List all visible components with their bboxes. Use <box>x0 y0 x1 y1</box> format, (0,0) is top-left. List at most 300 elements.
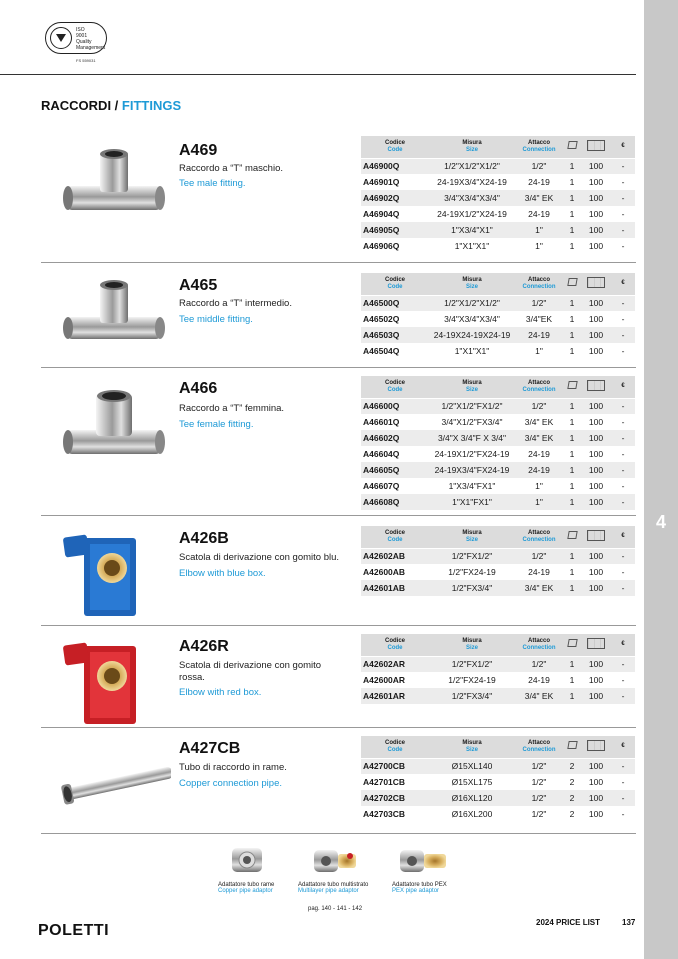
cell-box-qty: 100 <box>588 314 604 324</box>
cell-price: - <box>621 209 625 219</box>
cell-connection: 24-19 <box>528 675 550 685</box>
cell-pack-qty: 1 <box>563 494 581 510</box>
header-code <box>361 136 429 158</box>
table-row <box>361 295 635 311</box>
cell-connection: 3/4" EK <box>524 417 554 427</box>
cell-code: A46605Q <box>361 462 429 478</box>
product-block-a465 <box>41 263 636 368</box>
cell-code: A46503Q <box>361 327 429 343</box>
cell-size: 24-19X1/2"FX24-19 <box>434 449 510 459</box>
package-icon <box>567 741 577 749</box>
cell-price: - <box>621 346 625 356</box>
cell-price: - <box>611 688 635 704</box>
cell-size: 1/2"FX1/2" <box>429 656 515 672</box>
table-row <box>361 564 635 580</box>
cell-size: 1/2"X1/2"X1/2" <box>429 158 515 174</box>
header-pack-icon <box>563 736 581 758</box>
cell-connection: 1/2" <box>515 790 563 806</box>
header-code-it: Codice <box>384 739 405 746</box>
cell-code: A42703CB <box>363 809 406 819</box>
table-row <box>361 343 635 359</box>
cell-pack-qty: 1 <box>569 481 575 491</box>
cell-size: 24-19X1/2"X24-19 <box>437 209 507 219</box>
header-code-it: Codice <box>384 529 405 536</box>
pex-adaptor-icon <box>392 840 462 880</box>
product-description-it: Raccordo a “T” femmina. <box>179 403 285 414</box>
header-connection-en: Connection <box>522 536 556 543</box>
cell-price: - <box>621 314 625 324</box>
cell-price: - <box>621 417 625 427</box>
cell-price: - <box>611 462 635 478</box>
cell-code: A46607Q <box>363 481 400 491</box>
product-code-title: A426B <box>179 530 229 547</box>
package-icon <box>567 278 577 286</box>
header-code <box>361 273 429 295</box>
cell-box-qty: 100 <box>581 295 611 311</box>
cell-code: A42601AR <box>361 688 429 704</box>
product-code-title: A427CB <box>179 740 241 757</box>
cell-pack-qty: 2 <box>569 777 575 787</box>
header-box-icon <box>581 634 611 656</box>
cell-box-qty: 100 <box>581 462 611 478</box>
header-pack-icon <box>563 136 581 158</box>
cell-price: - <box>611 295 635 311</box>
cell-box-qty: 100 <box>581 398 611 414</box>
page-number: 137 <box>622 918 636 927</box>
header-price: € <box>611 526 635 548</box>
header-size-it: Misura <box>462 637 482 644</box>
adaptor-multilayer <box>298 840 398 894</box>
cell-code: A46906Q <box>363 241 400 251</box>
cell-size: 1/2"FX24-19 <box>448 567 496 577</box>
cell-size: Ø16XL200 <box>451 809 493 819</box>
header-price: € <box>611 136 635 158</box>
cell-code: A42700CB <box>361 758 429 774</box>
header-connection-en: Connection <box>522 283 556 290</box>
cell-pack-qty: 1 <box>563 398 581 414</box>
cell-price: - <box>611 758 635 774</box>
table-row <box>361 238 635 254</box>
table-row <box>361 462 635 478</box>
table-row <box>361 774 635 790</box>
header-pack-icon <box>563 273 581 295</box>
header-size-en: Size <box>465 746 478 753</box>
table-row <box>361 206 635 222</box>
section-title-en: FITTINGS <box>121 98 182 113</box>
cell-pack-qty: 1 <box>563 327 581 343</box>
cell-code: A46604Q <box>363 449 400 459</box>
product-description-it: Tubo di raccordo in rame. <box>179 762 287 773</box>
product-code-title: A469 <box>179 142 218 159</box>
cell-connection: 1/2" <box>531 809 547 819</box>
table-row <box>361 580 635 596</box>
cell-code: A46900Q <box>361 158 429 174</box>
cell-price: - <box>611 580 635 596</box>
header-connection <box>515 376 563 398</box>
cell-connection: 3/4" EK <box>515 190 563 206</box>
cell-pack-qty: 1 <box>569 449 575 459</box>
header-size <box>429 634 515 656</box>
cell-price: - <box>621 241 625 251</box>
header-code-it: Codice <box>384 139 405 146</box>
cell-box-qty: 100 <box>581 158 611 174</box>
header-connection <box>515 273 563 295</box>
header-code-it: Codice <box>384 637 405 644</box>
table-header-row <box>361 376 635 398</box>
header-code <box>361 736 429 758</box>
cell-pack-qty: 1 <box>569 209 575 219</box>
cell-code: A46904Q <box>363 209 400 219</box>
header-connection-it: Attacco <box>527 739 550 746</box>
cell-pack-qty: 1 <box>569 417 575 427</box>
cell-price: - <box>621 177 625 187</box>
product-block-a427cb <box>41 728 636 834</box>
cell-pack-qty: 2 <box>569 809 575 819</box>
header-pack-icon <box>563 376 581 398</box>
header-code-en: Code <box>387 746 403 753</box>
cell-box-qty: 100 <box>581 790 611 806</box>
product-block-a426r <box>41 626 636 728</box>
product-block-a466 <box>41 368 636 516</box>
product-description-en: Elbow with red box. <box>179 687 262 698</box>
cell-connection: 1" <box>535 241 543 251</box>
tee-middle-fitting-image <box>56 271 171 366</box>
table-row <box>361 672 635 688</box>
header-connection-en: Connection <box>522 746 556 753</box>
product-description-it: Raccordo a “T” maschio. <box>179 163 284 174</box>
header-connection-en: Connection <box>522 146 556 153</box>
brand-name: POLETTI <box>38 922 110 939</box>
table-row <box>361 446 635 462</box>
header-size-en: Size <box>465 644 478 651</box>
copper-connection-pipe-image <box>56 738 171 833</box>
cell-connection: 24-19 <box>528 449 550 459</box>
header-code-en: Code <box>387 146 403 153</box>
cell-size: 1"X3/4"X1" <box>429 222 515 238</box>
cert-line: Quality <box>76 39 92 45</box>
cell-price: - <box>611 430 635 446</box>
header-connection <box>515 736 563 758</box>
cell-size: 3/4"X3/4"X3/4" <box>444 314 500 324</box>
cell-pack-qty: 1 <box>563 430 581 446</box>
cell-price: - <box>611 398 635 414</box>
cell-connection: 1" <box>515 222 563 238</box>
header-box-icon <box>581 273 611 295</box>
cell-size: 3/4"X1/2"FX3/4" <box>441 417 503 427</box>
cell-size: 3/4"X3/4"X3/4" <box>429 190 515 206</box>
cell-code: A46600Q <box>361 398 429 414</box>
cell-box-qty: 100 <box>588 449 604 459</box>
cell-box-qty: 100 <box>588 567 604 577</box>
product-description-en: Tee female fitting. <box>179 419 254 430</box>
product-table <box>361 376 635 510</box>
cell-price: - <box>621 449 625 459</box>
header-box-icon <box>581 376 611 398</box>
cell-box-qty: 100 <box>588 777 604 787</box>
cell-size: Ø15XL140 <box>429 758 515 774</box>
cell-connection: 24-19 <box>515 327 563 343</box>
product-description-it: Scatola di derivazione con gomito rossa. <box>179 660 322 683</box>
cell-pack-qty: 1 <box>563 548 581 564</box>
adaptor-label-en: Copper pipe adaptor <box>218 888 273 894</box>
section-title <box>41 98 181 113</box>
header-size-it: Misura <box>462 139 482 146</box>
cell-pack-qty: 1 <box>569 314 575 324</box>
product-description-it: Scatola di derivazione con gomito blu. <box>179 552 340 563</box>
header-connection <box>515 136 563 158</box>
block-divider <box>41 833 636 834</box>
price-list-label: 2024 PRICE LIST <box>536 918 601 927</box>
cell-code: A46602Q <box>361 430 429 446</box>
cell-connection: 1/2" <box>515 295 563 311</box>
header-size-en: Size <box>465 283 478 290</box>
cell-code: A46504Q <box>363 346 400 356</box>
carton-icon <box>587 740 605 751</box>
carton-icon <box>587 638 605 649</box>
cell-size: 1/2"FX3/4" <box>429 580 515 596</box>
cell-pack-qty: 1 <box>563 222 581 238</box>
cell-pack-qty: 1 <box>563 580 581 596</box>
product-table <box>361 526 635 596</box>
package-icon <box>567 531 577 539</box>
cell-pack-qty: 2 <box>563 758 581 774</box>
header-code <box>361 526 429 548</box>
product-code-title: A426R <box>179 638 229 655</box>
header-size-en: Size <box>465 536 478 543</box>
cell-connection: 3/4" EK <box>515 430 563 446</box>
cell-connection: 1/2" <box>515 758 563 774</box>
cell-connection: 24-19 <box>528 177 550 187</box>
table-row <box>361 758 635 774</box>
header-price: € <box>611 736 635 758</box>
cell-connection: 1/2" <box>515 398 563 414</box>
product-description-it: Raccordo a “T” intermedio. <box>179 298 292 309</box>
header-size-it: Misura <box>462 379 482 386</box>
cell-pack-qty: 2 <box>563 790 581 806</box>
header-code-it: Codice <box>384 379 405 386</box>
cell-box-qty: 100 <box>588 209 604 219</box>
table-header-row <box>361 736 635 758</box>
cell-connection: 3/4"EK <box>525 314 553 324</box>
carton-icon <box>587 380 605 391</box>
table-header-row <box>361 273 635 295</box>
cell-price: - <box>611 327 635 343</box>
header-size <box>429 376 515 398</box>
cell-connection: 3/4" EK <box>515 580 563 596</box>
cell-connection: 3/4" EK <box>515 688 563 704</box>
cell-code: A42600AR <box>363 675 406 685</box>
cell-size: 1/2"FX1/2" <box>429 548 515 564</box>
cell-box-qty: 100 <box>581 430 611 446</box>
cell-code: A46608Q <box>361 494 429 510</box>
copper-adaptor-icon <box>218 840 278 880</box>
cell-size: 1"X1"X1" <box>454 241 490 251</box>
header-size-it: Misura <box>462 739 482 746</box>
product-table <box>361 136 635 254</box>
cell-box-qty: 100 <box>581 656 611 672</box>
adaptor-label-it: Adattatore tubo multistrato <box>298 882 369 888</box>
product-block-a426b <box>41 516 636 626</box>
cell-pack-qty: 1 <box>563 190 581 206</box>
header-connection-it: Attacco <box>527 139 550 146</box>
product-block-a469 <box>41 130 636 263</box>
cell-connection: 1/2" <box>531 777 547 787</box>
table-row <box>361 430 635 446</box>
header-code <box>361 634 429 656</box>
cell-code: A46601Q <box>363 417 400 427</box>
header-connection-it: Attacco <box>527 529 550 536</box>
cell-code: A42602AR <box>361 656 429 672</box>
header-code-it: Codice <box>384 276 405 283</box>
elbow-red-box-image <box>56 634 171 729</box>
bsi-seal-icon <box>50 27 72 49</box>
adaptors-row <box>0 840 636 925</box>
brand-logo <box>38 922 109 940</box>
table-row <box>361 688 635 704</box>
product-description-en: Elbow with blue box. <box>179 568 266 579</box>
cell-price: - <box>611 548 635 564</box>
cell-connection: 1" <box>535 346 543 356</box>
cell-price: - <box>611 190 635 206</box>
header-divider <box>0 74 636 75</box>
cell-size: 24-19X24-19X24-19 <box>429 327 515 343</box>
cell-box-qty: 100 <box>581 222 611 238</box>
cell-size: 3/4"X 3/4"F X 3/4" <box>429 430 515 446</box>
cell-price: - <box>621 567 625 577</box>
header-pack-icon <box>563 634 581 656</box>
cell-pack-qty: 1 <box>563 158 581 174</box>
header-connection-it: Attacco <box>527 379 550 386</box>
cell-code: A46901Q <box>363 177 400 187</box>
cell-box-qty: 100 <box>588 346 604 356</box>
table-row <box>361 656 635 672</box>
carton-icon <box>587 530 605 541</box>
cell-box-qty: 100 <box>588 675 604 685</box>
header-connection-en: Connection <box>522 644 556 651</box>
table-header-row <box>361 526 635 548</box>
header-connection-en: Connection <box>522 386 556 393</box>
header-box-icon <box>581 136 611 158</box>
table-row <box>361 806 635 822</box>
cell-price: - <box>621 675 625 685</box>
header-size-it: Misura <box>462 529 482 536</box>
tee-female-fitting-image <box>56 386 171 481</box>
product-code-title: A465 <box>179 277 218 294</box>
header-code-en: Code <box>387 386 403 393</box>
cell-box-qty: 100 <box>581 688 611 704</box>
product-table <box>361 634 635 704</box>
cell-connection: 1" <box>515 494 563 510</box>
elbow-blue-box-image <box>56 526 171 621</box>
header-price: € <box>611 634 635 656</box>
product-table <box>361 273 635 359</box>
package-icon <box>567 141 577 149</box>
cell-pack-qty: 1 <box>569 346 575 356</box>
table-row <box>361 398 635 414</box>
section-title-it: RACCORDI / <box>41 98 119 113</box>
cell-connection: 1/2" <box>515 158 563 174</box>
cell-price: - <box>621 481 625 491</box>
header-price: € <box>611 376 635 398</box>
adaptor-label-en: Multilayer pipe adaptor <box>298 888 359 894</box>
cell-size: Ø16XL120 <box>429 790 515 806</box>
cell-pack-qty: 1 <box>563 688 581 704</box>
header-box-icon <box>581 526 611 548</box>
cell-size: 1/2"FX24-19 <box>448 675 496 685</box>
table-row <box>361 158 635 174</box>
multilayer-adaptor-icon <box>298 840 368 880</box>
cell-box-qty: 100 <box>588 417 604 427</box>
table-row <box>361 174 635 190</box>
cert-line: 9001 <box>76 33 88 39</box>
header-connection <box>515 634 563 656</box>
header-code-en: Code <box>387 644 403 651</box>
cell-code: A42601AB <box>361 580 429 596</box>
header-connection-it: Attacco <box>527 637 550 644</box>
table-row <box>361 327 635 343</box>
cell-pack-qty: 1 <box>563 462 581 478</box>
table-row <box>361 190 635 206</box>
header-size-it: Misura <box>462 276 482 283</box>
cell-price: - <box>611 494 635 510</box>
cell-code: A42602AB <box>361 548 429 564</box>
package-icon <box>567 639 577 647</box>
product-description-en: Copper connection pipe. <box>179 778 282 789</box>
cell-size: 1/2"FX3/4" <box>429 688 515 704</box>
package-icon <box>567 381 577 389</box>
cell-code: A46502Q <box>363 314 400 324</box>
cell-pack-qty: 1 <box>563 295 581 311</box>
header-code <box>361 376 429 398</box>
table-row <box>361 311 635 327</box>
cell-size: 1/2"X1/2"X1/2" <box>429 295 515 311</box>
cell-size: 24-19X3/4"X24-19 <box>437 177 507 187</box>
header-connection-it: Attacco <box>527 276 550 283</box>
cell-connection: 24-19 <box>528 209 550 219</box>
cell-pack-qty: 1 <box>569 675 575 685</box>
cell-size: Ø15XL175 <box>451 777 493 787</box>
product-table <box>361 736 635 822</box>
header-size <box>429 273 515 295</box>
header-size-en: Size <box>465 146 478 153</box>
chapter-number: 4 <box>655 512 666 532</box>
cert-line: Management <box>76 45 106 51</box>
cell-price: - <box>611 656 635 672</box>
header-connection <box>515 526 563 548</box>
cell-code: A42701CB <box>363 777 406 787</box>
tee-male-fitting-image <box>56 144 171 239</box>
cell-code: A42702CB <box>361 790 429 806</box>
cell-pack-qty: 1 <box>569 177 575 187</box>
cell-box-qty: 100 <box>581 580 611 596</box>
adaptor-label-it: Adattatore tubo PEX <box>392 882 447 888</box>
cell-connection: 1/2" <box>515 548 563 564</box>
table-header-row <box>361 136 635 158</box>
header-size <box>429 736 515 758</box>
iso-certification-logo <box>45 22 107 54</box>
cell-code: A46500Q <box>361 295 429 311</box>
product-description-en: Tee male fitting. <box>179 178 246 189</box>
cell-size: 1"X3/4"FX1" <box>448 481 496 491</box>
table-row <box>361 494 635 510</box>
table-row <box>361 790 635 806</box>
cell-box-qty: 100 <box>581 327 611 343</box>
cell-box-qty: 100 <box>581 494 611 510</box>
cell-code: A46902Q <box>361 190 429 206</box>
cell-price: - <box>621 809 625 819</box>
cert-line: ISO <box>76 27 85 33</box>
cell-connection: 1/2" <box>515 656 563 672</box>
